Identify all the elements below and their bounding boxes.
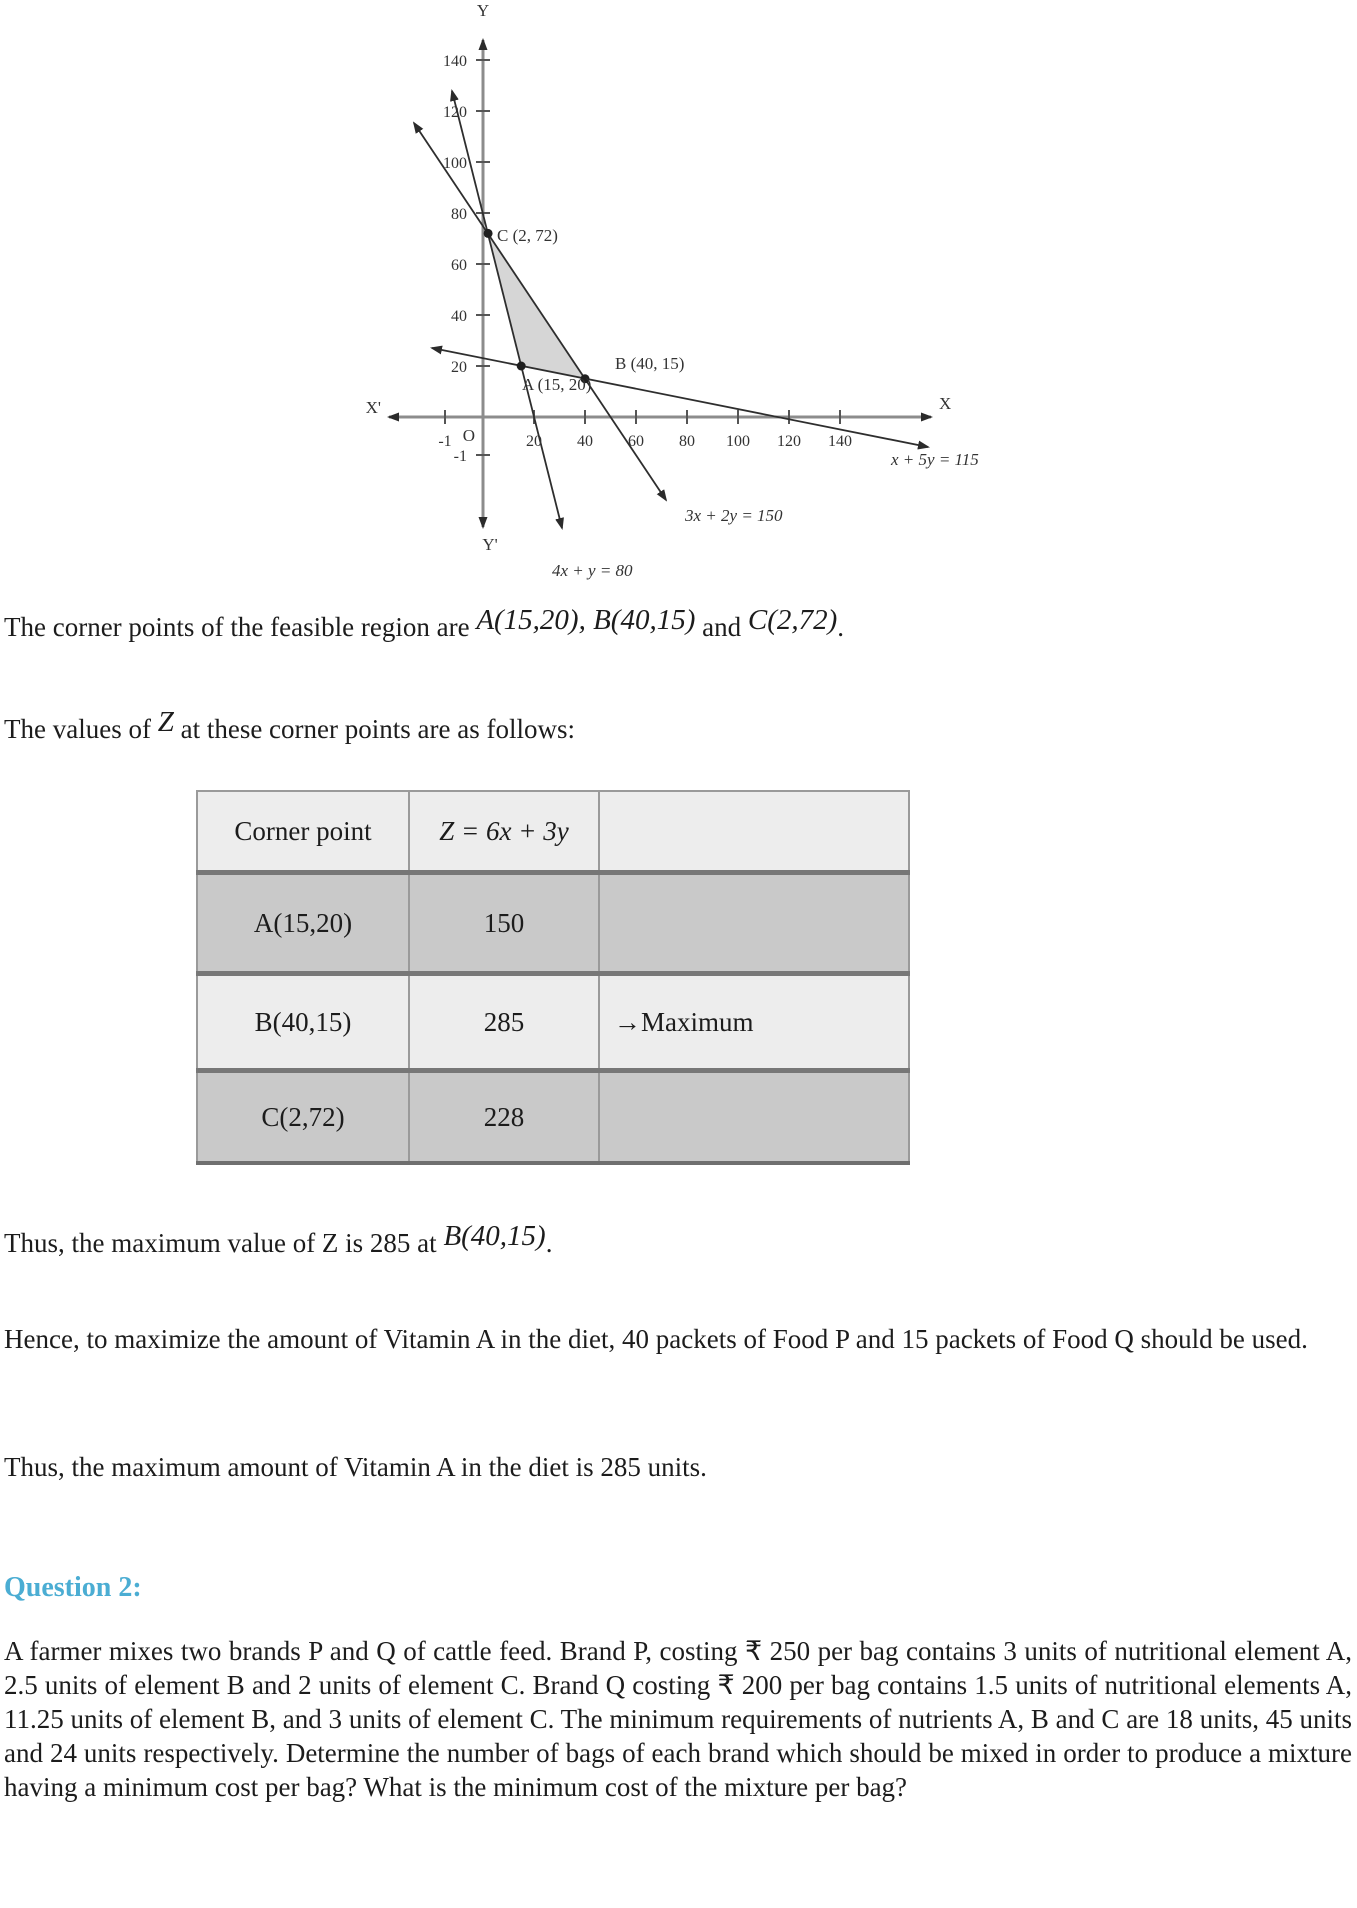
y-neg-axis-label: Y' (482, 535, 498, 554)
table-row-c (197, 1071, 909, 1164)
table-cell-note (599, 1071, 909, 1164)
line-4x-plus-y (452, 91, 562, 528)
corner-points-conj: and (695, 612, 748, 642)
conclusion-paragraph: Hence, to maximize the amount of Vitamin A in the diet, 40 packets of Food P and 15 packets of Food Q should be used. (4, 1324, 1308, 1354)
x-tick-label: 100 (726, 433, 750, 450)
table-cell-point: B(40,15) (197, 974, 409, 1071)
table-header-corner-point: Corner point (197, 791, 409, 873)
question2-text: A farmer mixes two brands P and Q of cattle feed. Brand P, costing ₹ 250 per bag contains 3 units of nutritional element A, 2.5 units of element B and 2 units of element C. Brand Q costing ₹ 200 per bag contains 1.5 units of nutritional elements A, 11.25 units of element B, and 3 units of element C. The minimum requirements of nutrients A, B and C are 18 units, 45 units and 24 units respectively. Determine the number of bags of each brand which should be mixed in order to produce a mixture having a minimum cost per bag? What is the minimum cost of the mixture per bag? (4, 1636, 1352, 1802)
y-neg-tick-label: -1 (453, 448, 467, 465)
max-value-period: . (545, 1228, 553, 1258)
axes (389, 40, 931, 527)
table-header-empty (599, 791, 909, 873)
corner-points-text: The corner points of the feasible region are (4, 612, 477, 642)
point-a-dot (517, 362, 526, 371)
feasible-region-graph (285, 0, 1045, 600)
table-cell-point: C(2,72) (197, 1071, 409, 1164)
max-value-paragraph (4, 1220, 1354, 1260)
line-equation-label-4xy: 4x + y = 80 (552, 561, 633, 580)
corner-points-period: . (837, 612, 845, 642)
constraint-lines (414, 91, 928, 528)
table-cell-value: 228 (409, 1071, 599, 1164)
table-cell-point: A(15,20) (197, 873, 409, 974)
max-amount-paragraph: Thus, the maximum amount of Vitamin A in the diet is 285 units. (4, 1452, 707, 1482)
question2-heading: Question 2: (4, 1572, 142, 1603)
line-equation-label-x5y: x + 5y = 115 (891, 450, 979, 469)
table-cell-note (599, 873, 909, 974)
y-tick-label: 80 (451, 206, 467, 223)
x-neg-axis-label: X' (365, 398, 381, 417)
z-values-text: The values of (4, 714, 158, 744)
z-values-paragraph (4, 706, 1354, 746)
table-row-a (197, 873, 909, 974)
y-tick-label: 40 (451, 308, 467, 325)
x-tick-label: 120 (777, 433, 801, 450)
line-equation-label-3x2y: 3x + 2y = 150 (685, 506, 783, 525)
z-symbol: Z (157, 706, 174, 738)
corner-points-math-c: C(2,72) (747, 604, 838, 636)
x-tick-label: 80 (679, 433, 695, 450)
x-tick-label: 20 (526, 433, 542, 450)
x-neg-tick-label: -1 (438, 433, 452, 450)
z-values-suffix: at these corner points are as follows: (173, 714, 575, 744)
y-tick-label: 100 (443, 155, 467, 172)
y-tick-label: 60 (451, 257, 467, 274)
y-tick-label: 120 (443, 104, 467, 121)
corner-points-paragraph (4, 604, 1354, 644)
y-tick-label: 140 (443, 53, 467, 70)
x-tick-label: 140 (828, 433, 852, 450)
z-values-table (196, 790, 910, 1165)
corner-point-label-c: C (2, 72) (497, 226, 558, 245)
corner-point-label-a: A (15, 20) (522, 375, 592, 394)
x-tick-label: 60 (628, 433, 644, 450)
table-cell-value: 285 (409, 974, 599, 1071)
table-cell-value: 150 (409, 873, 599, 974)
max-value-text: Thus, the maximum value of Z is 285 at (4, 1228, 444, 1258)
x-axis-label: X (939, 394, 952, 413)
corner-points-math-ab: A(15,20), B(40,15) (476, 604, 696, 636)
table-header-row (197, 791, 909, 873)
x-tick-label: 40 (577, 433, 593, 450)
point-c-dot (484, 229, 493, 238)
table-header-z-formula: Z = 6x + 3y (409, 791, 599, 873)
max-value-math-b: B(40,15) (443, 1220, 546, 1252)
table-cell-note: →Maximum (599, 974, 909, 1071)
corner-point-label-b: B (40, 15) (615, 354, 685, 373)
y-axis-label: Y (476, 1, 490, 20)
y-tick-label: 20 (451, 359, 467, 376)
origin-label: O (462, 426, 475, 445)
table-row-b (197, 974, 909, 1071)
